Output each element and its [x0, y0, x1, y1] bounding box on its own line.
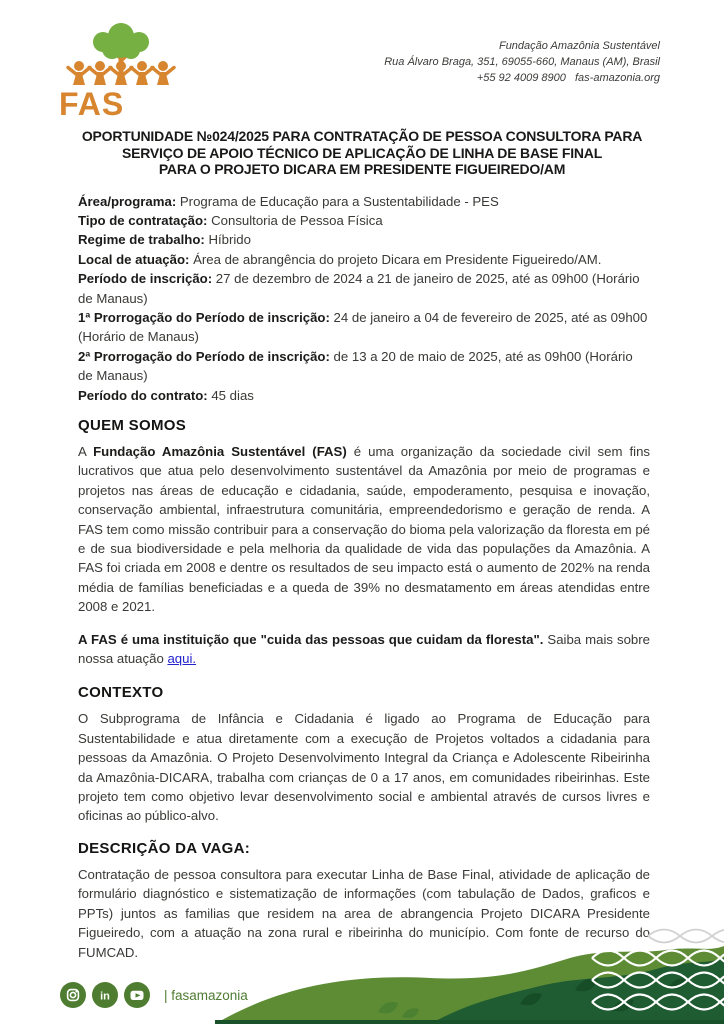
org-contact-block	[384, 38, 660, 86]
info-line-regime	[78, 230, 650, 249]
info-value: de 13 a 20 de maio de 2025, até as 09h00 (Horário de Manaus)	[78, 348, 633, 384]
info-label: Período de inscrição:	[78, 271, 213, 287]
instagram-icon	[60, 982, 86, 1008]
youtube-button[interactable]	[124, 982, 150, 1008]
section-heading-quem-somos: QUEM SOMOS	[78, 416, 187, 434]
info-label: 2ª Prorrogação do Período de inscrição:	[78, 348, 330, 364]
info-line-area	[78, 192, 650, 211]
title-line-2: SERVIÇO DE APOIO TÉCNICO DE APLICAÇÃO DE LINHA DE BASE FINAL	[121, 144, 603, 161]
info-value: 24 de janeiro a 04 de fevereiro de 2025, até as 09h00 (Horário de Manaus)	[78, 309, 648, 345]
descricao-paragraph: Contratação de pessoa consultora para executar Linha de Base Final, atividade de aplicação de formulário diagnóstico e sistematização de informações (com tabulação de Dados, graficos e PPTs) juntos as familias que residem na area de abrangencia Projeto DICARA Presidente Figueiredo, com a atuação na zona rural e ribeirinha do município. Com fonte de recurso do FUMCAD.	[78, 866, 650, 960]
youtube-icon	[124, 982, 150, 1008]
title-line-1: OPORTUNIDADE №024/2025 PARA CONTRATAÇÃO DE PESSOA CONSULTORA PARA	[81, 128, 643, 144]
quem-somos-paragraph	[78, 442, 650, 617]
instagram-button[interactable]	[60, 982, 86, 1008]
statement-bold-text: A FAS é uma instituição que "cuida das pessoas que cuidam da floresta".	[78, 631, 544, 647]
info-line-tipo	[78, 211, 650, 230]
quem-somos-statement	[78, 630, 650, 669]
info-line-prorrogacao-2	[78, 347, 650, 386]
org-name: Fundação Amazônia Sustentável	[498, 40, 660, 52]
info-label: Período do contrato:	[78, 387, 208, 403]
info-value: Consultoria de Pessoa Física	[207, 212, 383, 228]
paragraph-text: A	[78, 443, 94, 459]
social-links-row	[60, 982, 248, 1008]
section-heading-contexto: CONTEXTO	[78, 684, 164, 702]
social-handle-text: | fasamazonia	[164, 987, 248, 1003]
position-info-block	[78, 192, 650, 405]
contexto-paragraph: O Subprograma de Infância e Cidadania é ligado ao Programa de Educação para Sustentabilidade e atua diretamente com a execução de Projetos voltados a cidadania para pessoas da Amazônia. O Projeto Desenvolvimento Integral da Criança e Adolescente Ribeirinha da Amazônia-DICARA, trabalha com crianças de 0 a 17 anos, em comunidades ribeirinhas. Este projeto tem como objetivo levar desenvolvimento social e ambiental através de cursos livres e oficinas ao público-alvo.	[78, 711, 650, 824]
fas-logo	[57, 22, 185, 122]
title-line-3: PARA O PROJETO DICARA EM PRESIDENTE FIGUEIREDO/AM	[158, 161, 566, 177]
info-label: Local de atuação:	[78, 251, 190, 267]
document-title	[0, 128, 724, 178]
page-footer	[0, 924, 724, 1024]
paragraph-text: é uma organização da sociedade civil sem fins lucrativos que atua pelo desenvolvimento sustentável da Amazônia por meio de programas e projetos nas áreas de educação e cidadania, saúde, empoderamento, pesquisa e inovação, conservação ambiental, infraestrutura comunitária, empreendedorismo e geração de renda. A FAS tem como missão contribuir para a conservação do bioma pela valorização da floresta em pé e de sua biodiversidade e pela melhoria da qualidade de vida das populações da Amazônia. A FAS foi criada em 2008 e dentre os resultados de seu impacto está o aumento de 202% na renda média de famílias beneficiadas e a queda de 39% no desmatamento em áreas atendidas entre 2008 e 2021.	[78, 443, 651, 615]
org-phone-site: +55 92 4009 8900 fas-amazonia.org	[476, 72, 660, 84]
linkedin-button[interactable]	[92, 982, 118, 1008]
fas-tree-people-icon	[57, 22, 185, 88]
aqui-link[interactable]: aqui.	[167, 651, 197, 667]
paragraph-bold-text: Fundação Amazônia Sustentável (FAS)	[93, 443, 347, 459]
org-address: Rua Álvaro Braga, 351, 69055-660, Manaus (AM), Brasil	[384, 56, 660, 68]
info-label: Tipo de contratação:	[78, 212, 208, 228]
fas-logo-text: FAS	[59, 86, 125, 122]
info-line-prorrogacao-1	[78, 308, 650, 347]
info-line-local	[78, 250, 650, 269]
linkedin-icon	[92, 982, 118, 1008]
footer-wave-graphic	[0, 924, 724, 1024]
info-label: Regime de trabalho:	[78, 232, 205, 248]
info-label: Área/programa:	[78, 193, 177, 209]
info-line-contrato	[78, 386, 650, 405]
page-header	[0, 0, 724, 122]
info-value: 45 dias	[207, 387, 254, 403]
paragraph-text: Saiba mais sobre nossa atuação	[78, 631, 650, 667]
svg-text:in: in	[100, 990, 110, 1003]
section-heading-descricao-da-vaga: DESCRIÇÃO DA VAGA:	[78, 839, 251, 857]
info-value: Programa de Educação para a Sustentabilidade - PES	[176, 193, 499, 209]
info-line-periodo-inscricao	[78, 269, 650, 308]
info-value: Área de abrangência do projeto Dicara em Presidente Figueiredo/AM.	[189, 251, 602, 267]
document-body	[0, 192, 724, 962]
info-value: Híbrido	[204, 232, 251, 248]
info-value: 27 de dezembro de 2024 a 21 de janeiro de 2025, até as 09h00 (Horário de Manaus)	[78, 271, 640, 306]
info-label: 1ª Prorrogação do Período de inscrição:	[78, 309, 330, 325]
